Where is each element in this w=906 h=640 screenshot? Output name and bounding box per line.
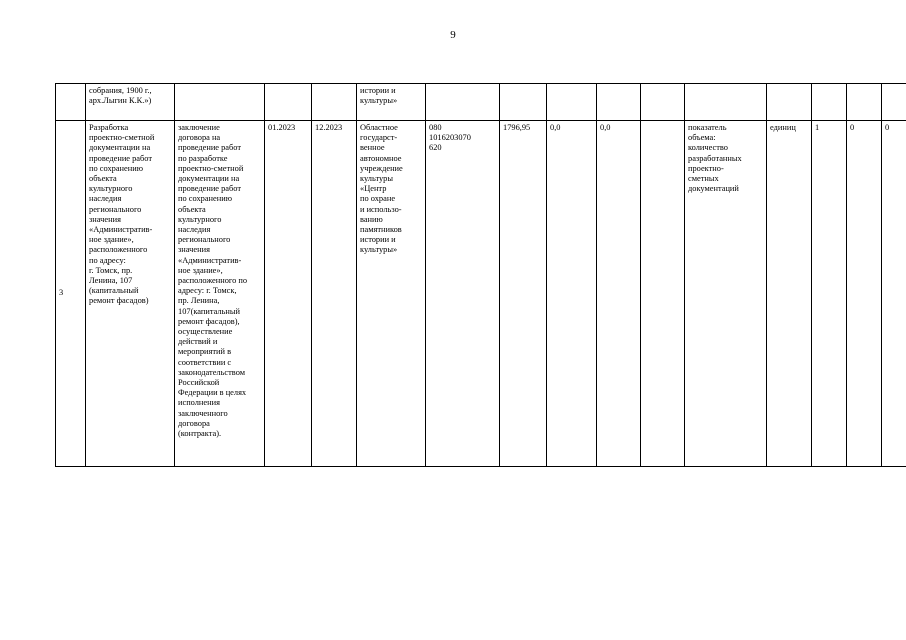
cell-end-date: 12.2023	[312, 121, 357, 467]
cell-value-2: 0	[847, 121, 882, 467]
cell-amount-2	[547, 84, 597, 121]
cell-executor: истории и культуры»	[357, 84, 426, 121]
table-row-3	[56, 121, 906, 467]
cell-budget-code	[426, 84, 500, 121]
cell-total-amount	[500, 84, 547, 121]
cell-value-1: 1	[812, 121, 847, 467]
cell-amount-3: 0,0	[597, 121, 641, 467]
cell-amount-2: 0,0	[547, 121, 597, 467]
cell-value-3: 0	[882, 121, 906, 467]
cell-budget-code: 080 1016203070 620	[426, 121, 500, 467]
cell-number	[56, 84, 86, 121]
cell-start-date	[265, 84, 312, 121]
program-table	[55, 83, 906, 467]
cell-number: 3	[56, 121, 86, 467]
cell-measure-name: Разработка проектно-сметной документации на проведение работ по сохранению объекта культурного наследия регионального значения «Административ- ное здание», расположенного по адресу: г. Томск, пр. Ленина, 107 (капитальный ремонт фасадов)	[86, 121, 175, 467]
cell-unit: единиц	[767, 121, 812, 467]
cell-end-date	[312, 84, 357, 121]
cell-amount-4	[641, 84, 685, 121]
cell-measure-name: собрания, 1900 г., арх.Лыгин К.К.»)	[86, 84, 175, 121]
cell-event-name: заключение договора на проведение работ по разработке проектно-сметной документации на проведение работ по сохранению объекта культурного наследия регионального значения «Административ- ное здание», расположенного по адресу: г. Томск, пр. Ленина, 107(капитальный ремонт фасадов), осуществление действий и мероприятий в соответствии с законодательством Российской Федерации в целях исполнения заключенного договора (контракта).	[175, 121, 265, 467]
cell-value-3	[882, 84, 906, 121]
cell-value-1	[812, 84, 847, 121]
cell-executor: Областное государст- венное автономное учреждение культуры «Центр по охране и использо- ванию памятников истории и культуры»	[357, 121, 426, 467]
cell-start-date: 01.2023	[265, 121, 312, 467]
cell-event-name	[175, 84, 265, 121]
cell-amount-4	[641, 121, 685, 467]
cell-total-amount: 1796,95	[500, 121, 547, 467]
cell-indicator	[685, 84, 767, 121]
cell-amount-3	[597, 84, 641, 121]
page-number: 9	[450, 29, 456, 41]
table-row-continuation	[56, 84, 906, 121]
cell-unit	[767, 84, 812, 121]
cell-value-2	[847, 84, 882, 121]
cell-indicator: показатель объема: количество разработанных проектно- сметных документаций	[685, 121, 767, 467]
